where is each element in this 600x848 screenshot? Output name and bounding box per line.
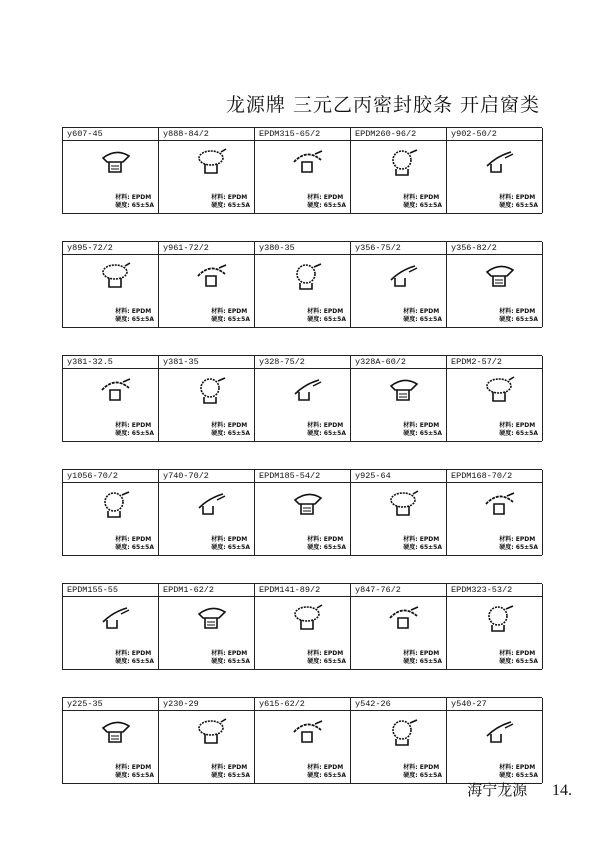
profile-code: y888-84/2 (159, 128, 254, 141)
hardness-label: 硬度: (499, 316, 514, 323)
hardness-value: 65±5A (323, 430, 346, 437)
spec-block (499, 536, 538, 552)
hardness-value: 65±5A (419, 430, 442, 437)
hardness-label: 硬度: (403, 202, 418, 209)
hardness-label: 硬度: (115, 658, 130, 665)
material-value: EPDM (131, 764, 152, 771)
hardness-label: 硬度: (499, 430, 514, 437)
material-value: EPDM (419, 650, 440, 657)
profile-cell (255, 356, 351, 441)
hardness-value: 65±5A (323, 658, 346, 665)
hardness-label: 硬度: (403, 772, 418, 779)
spec-block (115, 536, 154, 552)
profile-cell (255, 584, 351, 669)
spec-block (403, 422, 442, 438)
hardness-value: 65±5A (323, 772, 346, 779)
hardness-value: 65±5A (227, 544, 250, 551)
hardness-label: 硬度: (307, 202, 322, 209)
profile-row (62, 469, 542, 556)
profile-cell (159, 242, 255, 327)
material-value: EPDM (515, 536, 536, 543)
hardness-value: 65±5A (227, 316, 250, 323)
hardness-label: 硬度: (307, 772, 322, 779)
material-label: 材料: (115, 194, 130, 201)
profile-cell (351, 128, 447, 213)
profile-code: EPDM1-62/2 (159, 584, 254, 597)
spec-block (307, 308, 346, 324)
seal-profile-drawing (483, 376, 517, 406)
spec-block (499, 422, 538, 438)
hardness-value: 65±5A (227, 430, 250, 437)
seal-profile-drawing (195, 262, 229, 292)
profile-cell (63, 470, 159, 555)
spec-block (403, 536, 442, 552)
seal-profile-drawing (195, 604, 229, 634)
material-label: 材料: (403, 422, 418, 429)
material-value: EPDM (419, 308, 440, 315)
profile-cell (351, 242, 447, 327)
seal-profile-drawing (483, 490, 517, 520)
material-label: 材料: (403, 536, 418, 543)
seal-profile-drawing (387, 718, 421, 748)
hardness-label: 硬度: (115, 544, 130, 551)
material-value: EPDM (131, 650, 152, 657)
profile-code: y1056-70/2 (63, 470, 158, 483)
profile-code: y895-72/2 (63, 242, 158, 255)
hardness-value: 65±5A (131, 202, 154, 209)
material-value: EPDM (323, 308, 344, 315)
profile-cell (63, 356, 159, 441)
hardness-label: 硬度: (307, 658, 322, 665)
profile-cell (255, 698, 351, 783)
hardness-label: 硬度: (403, 430, 418, 437)
material-value: EPDM (515, 650, 536, 657)
profile-code: y356-75/2 (351, 242, 446, 255)
material-value: EPDM (515, 764, 536, 771)
material-label: 材料: (307, 422, 322, 429)
hardness-label: 硬度: (115, 430, 130, 437)
material-label: 材料: (499, 650, 514, 657)
hardness-label: 硬度: (403, 544, 418, 551)
seal-profile-drawing (99, 490, 133, 520)
seal-profile-drawing (291, 262, 325, 292)
seal-profile-drawing (387, 490, 421, 520)
material-label: 材料: (499, 194, 514, 201)
hardness-label: 硬度: (211, 202, 226, 209)
hardness-value: 65±5A (515, 430, 538, 437)
profile-code: EPDM323-53/2 (447, 584, 542, 597)
hardness-value: 65±5A (131, 658, 154, 665)
hardness-value: 65±5A (515, 658, 538, 665)
hardness-label: 硬度: (307, 316, 322, 323)
spec-block (499, 194, 538, 210)
seal-profile-drawing (483, 718, 517, 748)
material-label: 材料: (115, 422, 130, 429)
material-label: 材料: (211, 536, 226, 543)
seal-profile-drawing (387, 376, 421, 406)
material-label: 材料: (115, 536, 130, 543)
seal-profile-drawing (195, 490, 229, 520)
spec-block (499, 764, 538, 780)
profile-code: y902-50/2 (447, 128, 542, 141)
material-value: EPDM (227, 536, 248, 543)
profile-row (62, 697, 542, 784)
profile-cell (447, 584, 543, 669)
seal-profile-drawing (195, 376, 229, 406)
spec-block (211, 422, 250, 438)
profile-catalog-grid (62, 127, 542, 811)
profile-row (62, 583, 542, 670)
material-label: 材料: (403, 650, 418, 657)
hardness-label: 硬度: (307, 430, 322, 437)
hardness-value: 65±5A (131, 316, 154, 323)
profile-code: y925-64 (351, 470, 446, 483)
spec-block (307, 650, 346, 666)
hardness-value: 65±5A (227, 202, 250, 209)
profile-cell (351, 356, 447, 441)
material-value: EPDM (323, 536, 344, 543)
material-value: EPDM (131, 422, 152, 429)
material-value: EPDM (515, 422, 536, 429)
material-value: EPDM (131, 536, 152, 543)
profile-cell (159, 584, 255, 669)
profile-cell (447, 470, 543, 555)
seal-profile-drawing (195, 148, 229, 178)
hardness-value: 65±5A (131, 430, 154, 437)
material-label: 材料: (499, 422, 514, 429)
profile-code: EPDM2-57/2 (447, 356, 542, 369)
material-label: 材料: (115, 650, 130, 657)
hardness-value: 65±5A (419, 658, 442, 665)
company-name: 海宁龙源 (467, 781, 528, 799)
material-value: EPDM (323, 764, 344, 771)
profile-cell (159, 128, 255, 213)
hardness-value: 65±5A (515, 544, 538, 551)
profile-cell (159, 470, 255, 555)
material-label: 材料: (499, 764, 514, 771)
material-value: EPDM (419, 194, 440, 201)
profile-code: y328-75/2 (255, 356, 350, 369)
seal-profile-drawing (387, 262, 421, 292)
hardness-label: 硬度: (499, 772, 514, 779)
material-label: 材料: (307, 764, 322, 771)
material-value: EPDM (227, 422, 248, 429)
profile-code: EPDM315-65/2 (255, 128, 350, 141)
material-value: EPDM (419, 536, 440, 543)
hardness-label: 硬度: (403, 316, 418, 323)
seal-profile-drawing (387, 604, 421, 634)
hardness-value: 65±5A (419, 772, 442, 779)
profile-row (62, 241, 542, 328)
profile-row (62, 355, 542, 442)
hardness-value: 65±5A (323, 202, 346, 209)
page-footer (467, 779, 572, 800)
profile-cell (351, 584, 447, 669)
material-label: 材料: (499, 308, 514, 315)
hardness-label: 硬度: (115, 202, 130, 209)
material-value: EPDM (227, 764, 248, 771)
hardness-value: 65±5A (131, 544, 154, 551)
spec-block (211, 536, 250, 552)
hardness-value: 65±5A (515, 772, 538, 779)
seal-profile-drawing (483, 604, 517, 634)
seal-profile-drawing (291, 376, 325, 406)
material-label: 材料: (115, 308, 130, 315)
material-value: EPDM (227, 308, 248, 315)
material-value: EPDM (323, 650, 344, 657)
material-label: 材料: (211, 194, 226, 201)
profile-cell (159, 698, 255, 783)
seal-profile-drawing (99, 718, 133, 748)
hardness-label: 硬度: (499, 202, 514, 209)
seal-profile-drawing (483, 262, 517, 292)
material-label: 材料: (211, 422, 226, 429)
profile-code: y381-35 (159, 356, 254, 369)
seal-profile-drawing (291, 604, 325, 634)
hardness-label: 硬度: (115, 316, 130, 323)
spec-block (499, 650, 538, 666)
material-value: EPDM (227, 650, 248, 657)
spec-block (307, 422, 346, 438)
spec-block (403, 308, 442, 324)
profile-code: y740-70/2 (159, 470, 254, 483)
material-value: EPDM (131, 194, 152, 201)
spec-block (307, 536, 346, 552)
material-label: 材料: (211, 650, 226, 657)
hardness-label: 硬度: (211, 658, 226, 665)
hardness-label: 硬度: (499, 658, 514, 665)
spec-block (115, 764, 154, 780)
seal-profile-drawing (195, 718, 229, 748)
profile-cell (63, 128, 159, 213)
profile-cell (63, 698, 159, 783)
profile-code: y540-27 (447, 698, 542, 711)
profile-code: EPDM185-54/2 (255, 470, 350, 483)
profile-cell (351, 698, 447, 783)
spec-block (403, 650, 442, 666)
spec-block (403, 764, 442, 780)
hardness-value: 65±5A (419, 202, 442, 209)
spec-block (115, 194, 154, 210)
material-label: 材料: (403, 764, 418, 771)
spec-block (307, 194, 346, 210)
profile-code: y961-72/2 (159, 242, 254, 255)
material-value: EPDM (227, 194, 248, 201)
material-value: EPDM (419, 764, 440, 771)
material-label: 材料: (307, 308, 322, 315)
profile-code: y328A-60/2 (351, 356, 446, 369)
profile-code: y542-26 (351, 698, 446, 711)
hardness-value: 65±5A (419, 316, 442, 323)
hardness-value: 65±5A (323, 316, 346, 323)
spec-block (307, 764, 346, 780)
material-label: 材料: (403, 194, 418, 201)
seal-profile-drawing (291, 490, 325, 520)
profile-cell (255, 128, 351, 213)
seal-profile-drawing (99, 262, 133, 292)
profile-code: y380-35 (255, 242, 350, 255)
hardness-value: 65±5A (419, 544, 442, 551)
profile-cell (447, 356, 543, 441)
profile-code: EPDM260-96/2 (351, 128, 446, 141)
profile-cell (63, 242, 159, 327)
spec-block (403, 194, 442, 210)
profile-cell (63, 584, 159, 669)
spec-block (115, 650, 154, 666)
material-label: 材料: (307, 536, 322, 543)
hardness-label: 硬度: (307, 544, 322, 551)
seal-profile-drawing (99, 604, 133, 634)
seal-profile-drawing (99, 148, 133, 178)
material-label: 材料: (211, 764, 226, 771)
seal-profile-drawing (387, 148, 421, 178)
spec-block (211, 650, 250, 666)
material-label: 材料: (403, 308, 418, 315)
material-value: EPDM (131, 308, 152, 315)
hardness-value: 65±5A (131, 772, 154, 779)
spec-block (211, 764, 250, 780)
material-value: EPDM (323, 194, 344, 201)
hardness-value: 65±5A (227, 772, 250, 779)
profile-code: y356-82/2 (447, 242, 542, 255)
profile-cell (255, 470, 351, 555)
profile-cell (255, 242, 351, 327)
material-value: EPDM (323, 422, 344, 429)
profile-cell (351, 470, 447, 555)
profile-code: EPDM141-89/2 (255, 584, 350, 597)
seal-profile-drawing (291, 148, 325, 178)
profile-row (62, 127, 542, 214)
page-number: 14. (552, 782, 572, 799)
profile-code: y381-32.5 (63, 356, 158, 369)
seal-profile-drawing (291, 718, 325, 748)
profile-code: EPDM168-70/2 (447, 470, 542, 483)
material-value: EPDM (515, 194, 536, 201)
profile-code: y230-29 (159, 698, 254, 711)
profile-cell (447, 698, 543, 783)
seal-profile-drawing (483, 148, 517, 178)
profile-code: EPDM155-55 (63, 584, 158, 597)
material-value: EPDM (515, 308, 536, 315)
material-label: 材料: (115, 764, 130, 771)
profile-cell (447, 242, 543, 327)
profile-code: y225-35 (63, 698, 158, 711)
profile-cell (447, 128, 543, 213)
page-title: 龙源牌 三元乙丙密封胶条 开启窗类 (225, 94, 540, 116)
hardness-label: 硬度: (211, 430, 226, 437)
profile-code: y847-76/2 (351, 584, 446, 597)
material-label: 材料: (499, 536, 514, 543)
hardness-value: 65±5A (227, 658, 250, 665)
hardness-label: 硬度: (211, 544, 226, 551)
profile-cell (159, 356, 255, 441)
material-label: 材料: (307, 194, 322, 201)
spec-block (499, 308, 538, 324)
material-label: 材料: (307, 650, 322, 657)
hardness-value: 65±5A (323, 544, 346, 551)
material-value: EPDM (419, 422, 440, 429)
hardness-label: 硬度: (211, 772, 226, 779)
spec-block (211, 194, 250, 210)
material-label: 材料: (211, 308, 226, 315)
spec-block (115, 422, 154, 438)
spec-block (211, 308, 250, 324)
seal-profile-drawing (99, 376, 133, 406)
hardness-label: 硬度: (211, 316, 226, 323)
hardness-label: 硬度: (499, 544, 514, 551)
hardness-value: 65±5A (515, 202, 538, 209)
hardness-label: 硬度: (403, 658, 418, 665)
hardness-label: 硬度: (115, 772, 130, 779)
profile-code: y615-62/2 (255, 698, 350, 711)
spec-block (115, 308, 154, 324)
hardness-value: 65±5A (515, 316, 538, 323)
profile-code: y607-45 (63, 128, 158, 141)
